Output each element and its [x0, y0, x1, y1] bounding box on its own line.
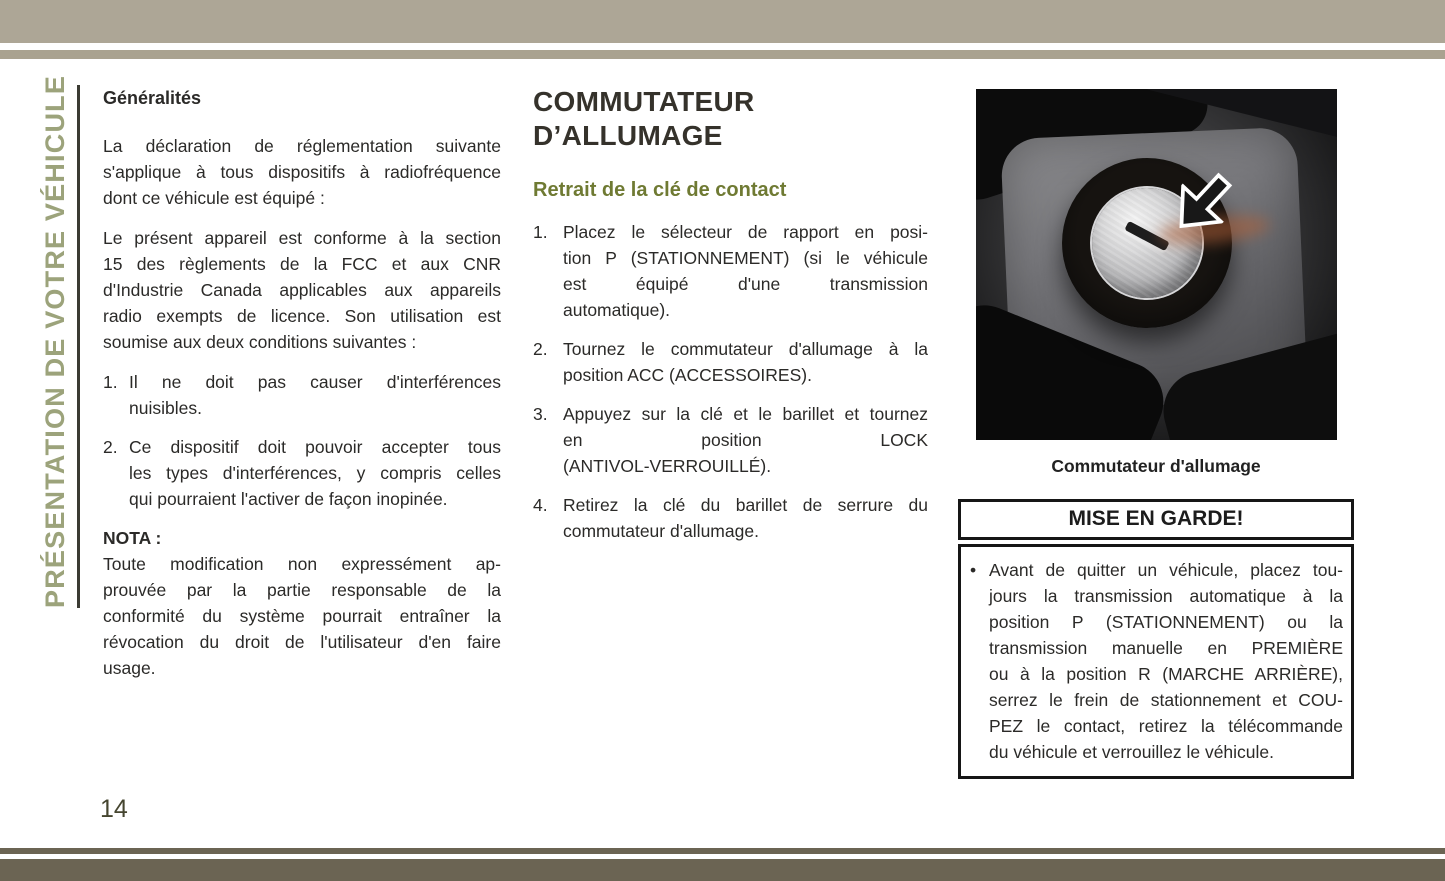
step-number: 4.	[533, 495, 548, 515]
section-title-line2: D’ALLUMAGE	[533, 120, 723, 151]
step-item	[533, 219, 928, 323]
step-text: Tournez le commutateur d'allumage à la position ACC (ACCESSOIRES).	[563, 339, 928, 385]
ignition-switch-photo	[976, 89, 1337, 440]
section-generalites	[103, 85, 501, 695]
paragraph-fcc: Le présent appareil est conforme à la section 15 des règlements de la FCC et aux CNR d'Industrie Canada applicables aux appareils radio exempts de licence. Son utilisation est soumise aux deux conditions suivantes :	[103, 228, 501, 352]
top-band-stripe	[0, 50, 1445, 59]
chapter-sidebar-label: PRÉSENTATION DE VOTRE VÉHICULE	[40, 74, 70, 608]
list-number: 2.	[103, 437, 118, 457]
step-text: Placez le sélecteur de rapport en posi- tion P (STATIONNEMENT) (si le véhicule est équipé d'une transmission automatique).	[563, 222, 928, 320]
nota-text: Toute modification non expressément ap- prouvée par la partie responsable de la conformité du système pourrait entraîner la révocation du droit de l'utilisateur d'en faire usage.	[103, 554, 501, 678]
list-item-text: Il ne doit pas causer d'interférences nuisibles.	[129, 372, 501, 418]
section-title-line1: COMMUTATEUR	[533, 86, 755, 117]
top-band	[0, 0, 1445, 43]
step-number: 2.	[533, 339, 548, 359]
list-number: 1.	[103, 372, 118, 392]
section-commutateur-allumage	[533, 85, 928, 557]
step-number: 1.	[533, 222, 548, 242]
nota-label: NOTA :	[103, 528, 162, 548]
step-item	[533, 492, 928, 544]
step-number: 3.	[533, 404, 548, 424]
figure-caption: Commutateur d'allumage	[1051, 456, 1261, 476]
section-title	[533, 85, 928, 153]
bullet-marker: •	[970, 560, 977, 580]
list-item	[103, 434, 501, 512]
paragraph-regulation: La déclaration de réglementation suivante s'applique à tous dispositifs à radiofréquence dont ce véhicule est équipé :	[103, 136, 501, 208]
list-item-text: Ce dispositif doit pouvoir accepter tous les types d'interférences, y compris celles qui pourraient l'activer de façon inopinée.	[129, 437, 501, 509]
step-item	[533, 401, 928, 479]
warning-body	[958, 544, 1354, 779]
list-item	[103, 369, 501, 421]
step-text: Appuyez sur la clé et le barillet et tournez en position LOCK (ANTIVOL-VERROUILLÉ).	[563, 404, 928, 476]
page-number: 14	[100, 795, 128, 823]
bottom-band	[0, 859, 1445, 881]
warning-box	[958, 499, 1354, 779]
bottom-rule	[0, 848, 1445, 854]
sidebar-rule	[77, 85, 80, 608]
generalites-heading: Généralités	[103, 88, 202, 108]
subsection-heading: Retrait de la clé de contact	[533, 179, 787, 201]
step-text: Retirez la clé du barillet de serrure du commutateur d'allumage.	[563, 495, 928, 541]
warning-text: Avant de quitter un véhicule, placez tou- jours la transmission automatique à la position P (STATIONNEMENT) ou la transmission manuelle en PREMIÈRE ou à la position R (MARCHE ARRIÈRE), serrez le frein de stationnement et COU- PEZ le contact, retirez la télécommande du véhicule et verrouillez le véhicule.	[989, 560, 1343, 762]
step-item	[533, 336, 928, 388]
warning-title: MISE EN GARDE!	[958, 499, 1354, 540]
section-figure-warning	[958, 89, 1354, 779]
